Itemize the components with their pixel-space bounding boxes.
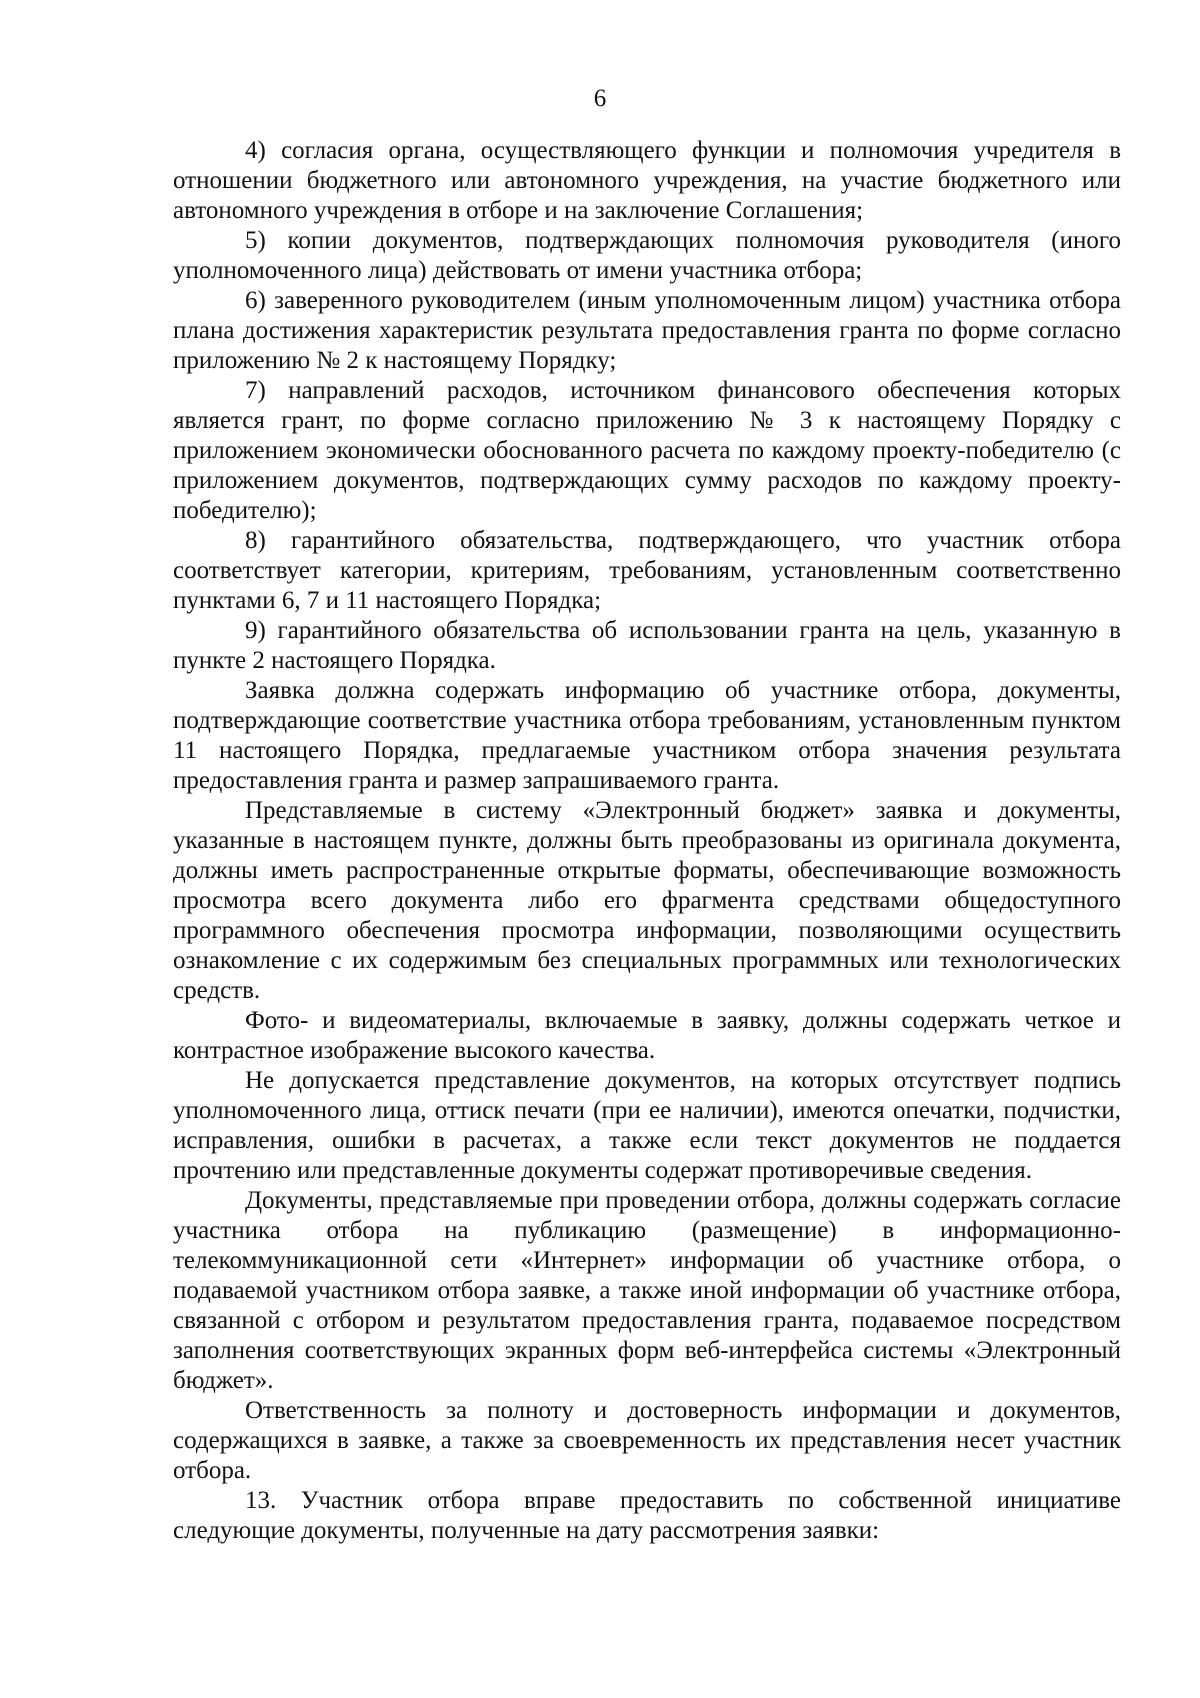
paragraph-item-5-authority-copies: 5) копии документов, подтверждающих полномочия руководителя (иного уполномоченного лица) действовать от имени участника отбора;	[173, 227, 1121, 284]
paragraph-item-13-voluntary-documents: 13. Участник отбора вправе предоставить по собственной инициативе следующие документы, полученные на дату рассмотрения заявки:	[173, 1487, 1121, 1544]
paragraph-item-4-consent: 4) согласия органа, осуществляющего функции и полномочия учредителя в отношении бюджетного или автономного учреждения, на участие бюджетного или автономного учреждения в отборе и на заключение Соглашения;	[173, 137, 1121, 224]
paragraph-item-9-guarantee-use: 9) гарантийного обязательства об использовании гранта на цель, указанную в пункте 2 настоящего Порядка.	[173, 617, 1121, 674]
paragraph-photo-video: Фото- и видеоматериалы, включаемые в заявку, должны содержать четкое и контрастное изображение высокого качества.	[173, 1007, 1121, 1064]
paragraph-item-7-expense-directions: 7) направлений расходов, источником финансового обеспечения которых является грант, по форме согласно приложению № 3 к настоящему Порядку с приложением экономически обоснованного расчета по каждому проекту-победителю (с приложением документов, подтверждающих сумму расходов по каждому проекту-победителю);	[173, 377, 1121, 524]
paragraph-application-content: Заявка должна содержать информацию об участнике отбора, документы, подтверждающие соответствие участника отбора требованиям, установленным пунктом 11 настоящего Порядка, предлагаемые участником отбора значения результата предоставления гранта и размер запрашиваемого гранта.	[173, 677, 1121, 794]
paragraph-electronic-budget-formats: Представляемые в систему «Электронный бюджет» заявка и документы, указанные в настоящем пункте, должны быть преобразованы из оригинала документа, должны иметь распространенные открытые форматы, обеспечивающие возможность просмотра всего документа либо его фрагмента средствами общедоступного программного обеспечения просмотра информации, позволяющими осуществить ознакомление с их содержимым без специальных программных или технологических средств.	[173, 797, 1121, 1004]
paragraph-publication-consent: Документы, представляемые при проведении отбора, должны содержать согласие участника отбора на публикацию (размещение) в информационно-телекоммуникационной сети «Интернет» информации об участнике отбора, о подаваемой участником отбора заявке, а также иной информации об участнике отбора, связанной с отбором и результатом предоставления гранта, подаваемое посредством заполнения соответствующих экранных форм веб-интерфейса системы «Электронный бюджет».	[173, 1187, 1121, 1394]
paragraph-item-8-guarantee-compliance: 8) гарантийного обязательства, подтверждающего, что участник отбора соответствует категории, критериям, требованиям, установленным соответственно пунктами 6, 7 и 11 настоящего Порядка;	[173, 527, 1121, 614]
page-number: 6	[593, 85, 607, 112]
paragraph-item-6-achievement-plan: 6) заверенного руководителем (иным уполномоченным лицом) участника отбора плана достижения характеристик результата предоставления гранта по форме согласно приложению № 2 к настоящему Порядку;	[173, 287, 1121, 374]
paragraph-not-allowed-documents: Не допускается представление документов, на которых отсутствует подпись уполномоченного лица, оттиск печати (при ее наличии), имеются опечатки, подчистки, исправления, ошибки в расчетах, а также если текст документов не поддается прочтению или представленные документы содержат противоречивые сведения.	[173, 1067, 1121, 1184]
paragraph-responsibility: Ответственность за полноту и достоверность информации и документов, содержащихся в заявке, а также за своевременность их представления несет участник отбора.	[173, 1397, 1121, 1484]
document-body	[173, 136, 1121, 1546]
